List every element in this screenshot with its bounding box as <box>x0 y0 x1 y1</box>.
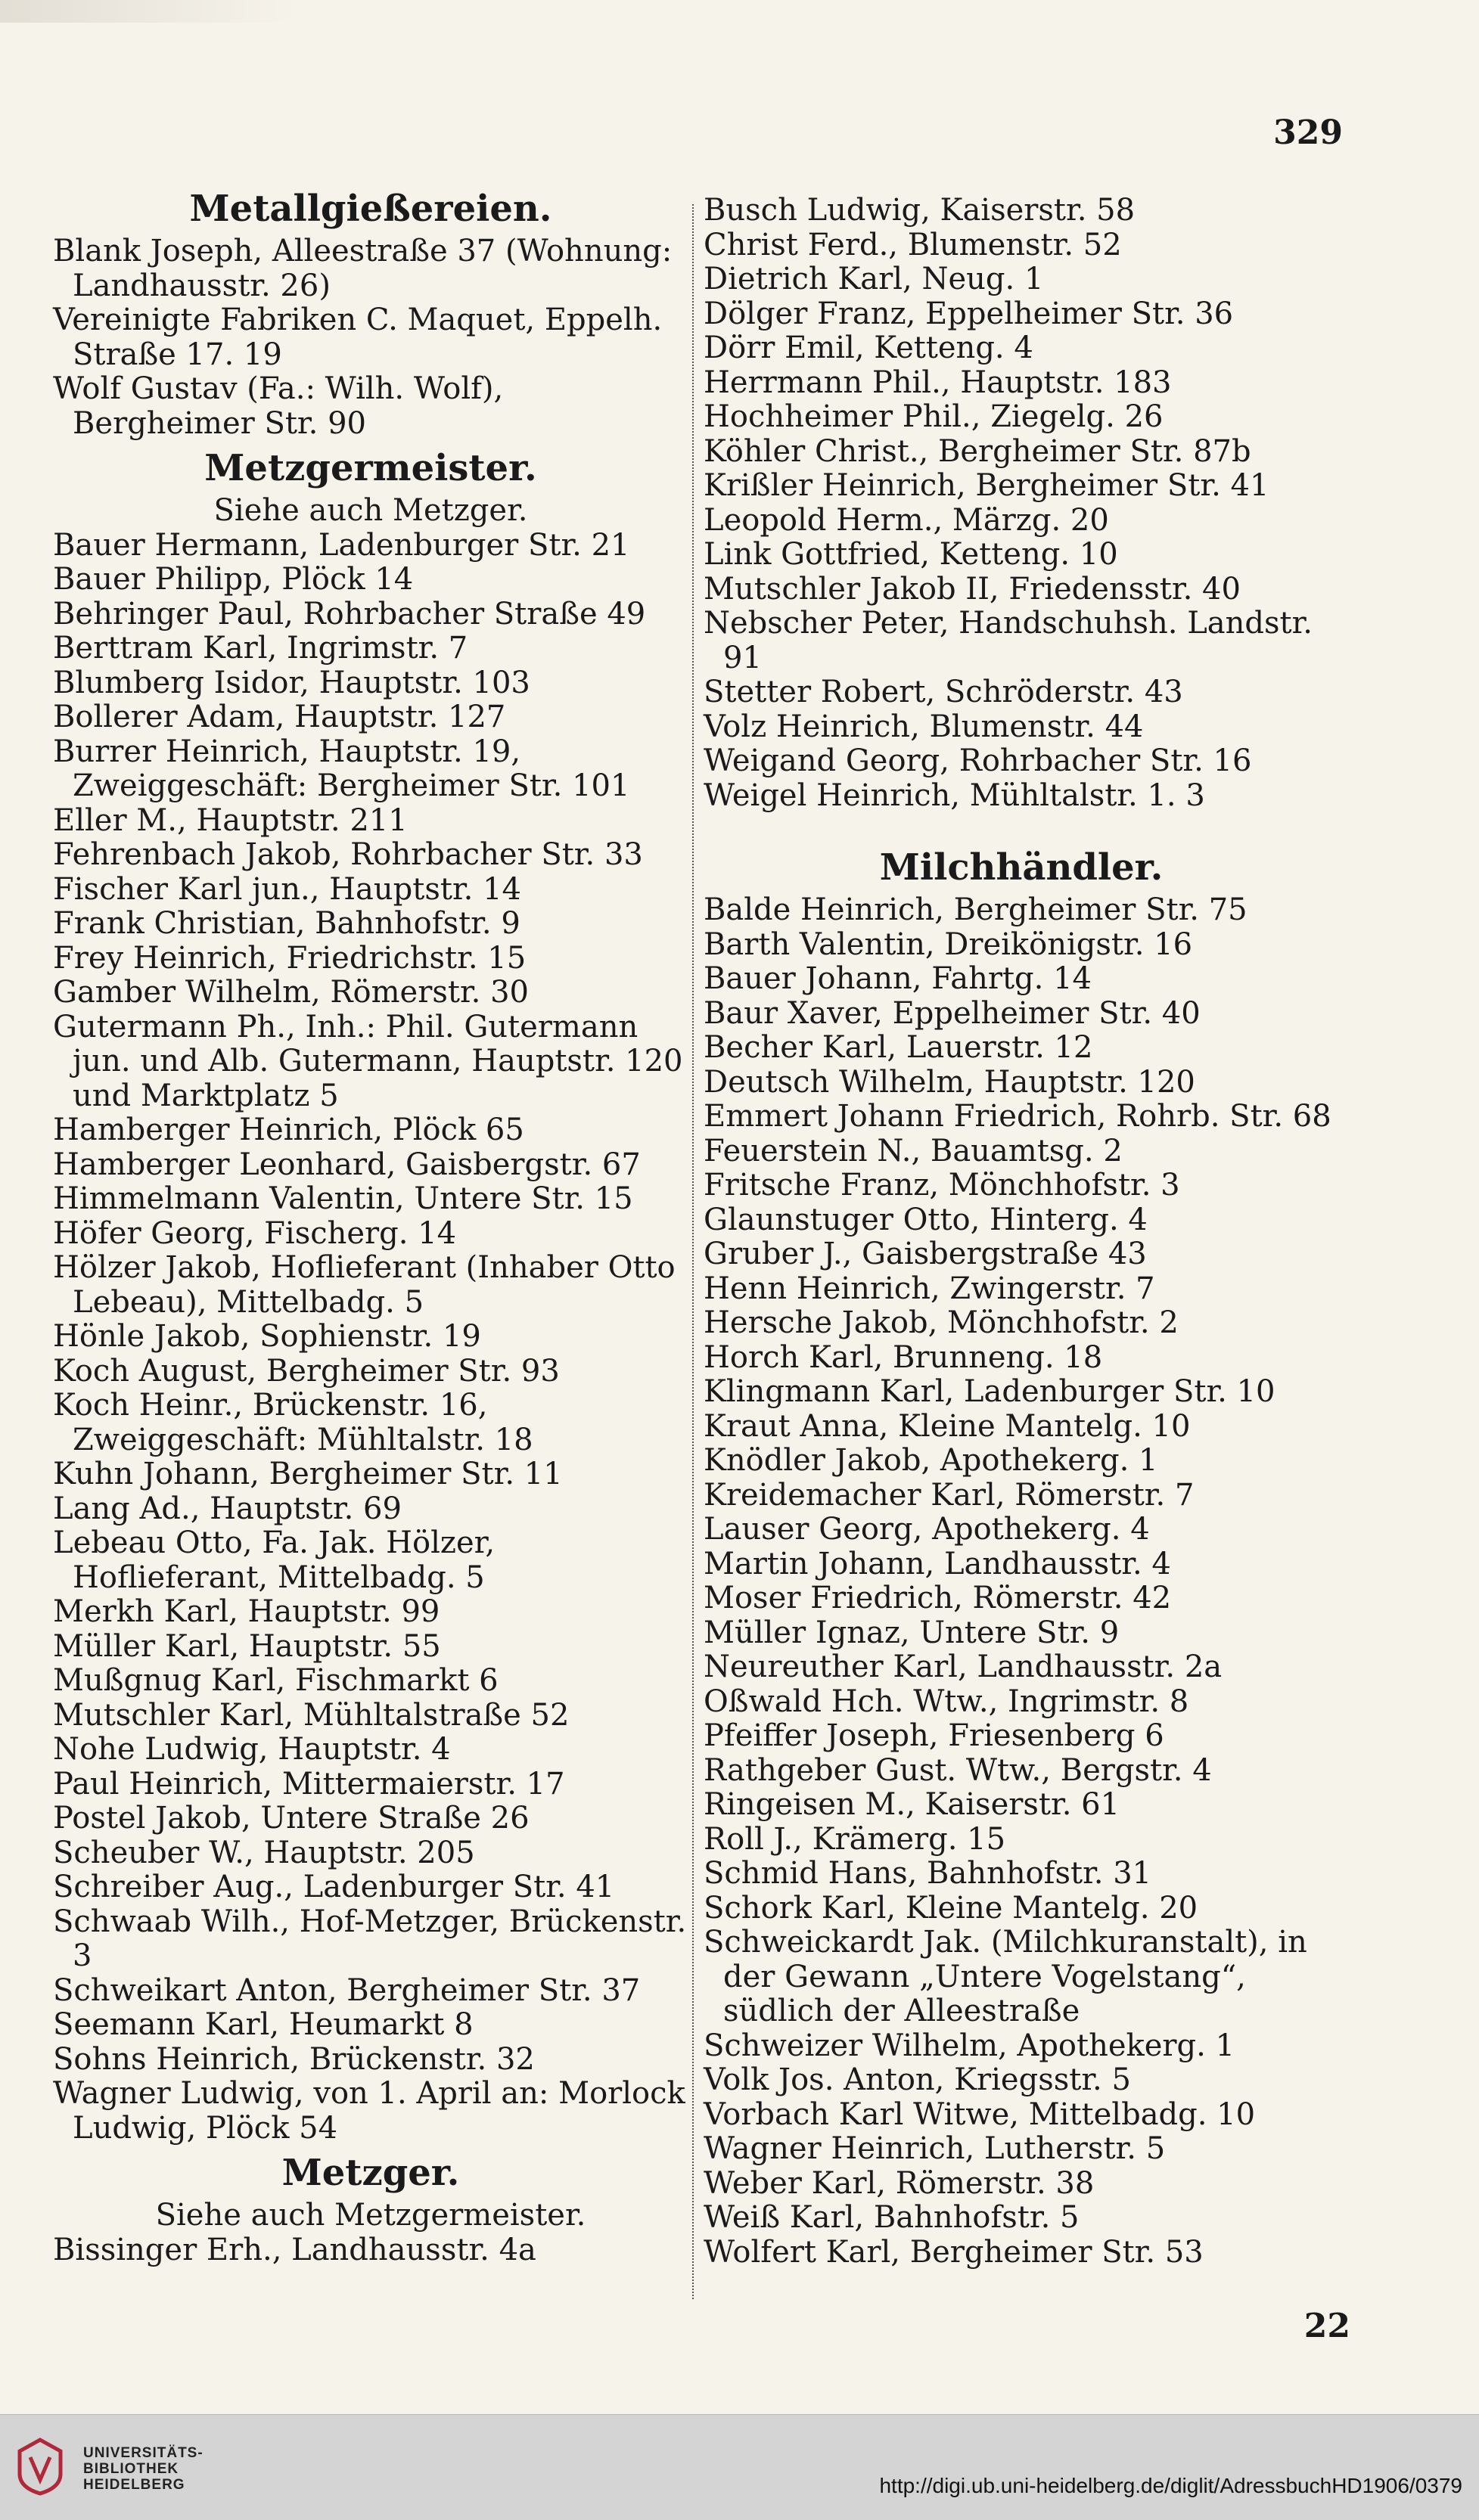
directory-entry: Nohe Ludwig, Hauptstr. 4 <box>53 1732 451 1767</box>
directory-entry: Bollerer Adam, Hauptstr. 127 <box>53 700 506 734</box>
directory-entry: Feuerstein N., Bauamtsg. 2 <box>704 1133 1123 1168</box>
directory-entry: Rathgeber Gust. Wtw., Bergstr. 4 <box>704 1752 1212 1788</box>
directory-entry: Becher Karl, Lauerstr. 12 <box>704 1030 1093 1065</box>
directory-entry: Oßwald Hch. Wtw., Ingrimstr. 8 <box>704 1684 1189 1719</box>
see-also-note: Siehe auch Metzgermeister. <box>155 2198 586 2233</box>
directory-entry: Sohns Heinrich, Brückenstr. 32 <box>53 2041 535 2077</box>
directory-entry: Mußgnug Karl, Fischmarkt 6 <box>53 1663 499 1698</box>
directory-entry: Eller M., Hauptstr. 211 <box>53 802 408 838</box>
right-column <box>704 182 1339 2270</box>
directory-entry: Gutermann Ph., Inh.: Phil. Gutermann jun. und Alb. Gutermann, Hauptstr. 120 und Marktplatz 5 <box>53 1009 683 1113</box>
directory-entry: Fischer Karl jun., Hauptstr. 14 <box>53 871 522 907</box>
directory-entry: Weigand Georg, Rohrbacher Str. 16 <box>704 743 1252 778</box>
directory-entry: Blank Joseph, Alleestraße 37 (Wohnung: Landhausstr. 26) <box>53 234 673 303</box>
directory-entry: Schweizer Wilhelm, Apothekerg. 1 <box>704 2028 1235 2063</box>
directory-entry: Krißler Heinrich, Bergheimer Str. 41 <box>704 468 1269 503</box>
directory-entry: Köhler Christ., Bergheimer Str. 87b <box>704 433 1251 469</box>
library-name <box>83 2445 204 2493</box>
section-heading: Metzgermeister. <box>204 447 537 489</box>
directory-entry: Lang Ad., Hauptstr. 69 <box>53 1491 402 1526</box>
directory-entry: Schwaab Wilh., Hof-Metzger, Brückenstr. 3 <box>53 1904 687 1973</box>
directory-entry: Bauer Johann, Fahrtg. 14 <box>704 961 1092 996</box>
directory-entry: Ringeisen M., Kaiserstr. 61 <box>704 1787 1120 1822</box>
directory-entry: Dörr Emil, Ketteng. 4 <box>704 331 1033 365</box>
directory-entry: Nebscher Peter, Handschuhsh. Landstr. 91 <box>704 606 1313 675</box>
library-line: HEIDELBERG <box>83 2477 185 2493</box>
directory-entry: Vorbach Karl Witwe, Mittelbadg. 10 <box>704 2096 1256 2132</box>
directory-entry: Busch Ludwig, Kaiserstr. 58 <box>704 193 1136 228</box>
directory-entry: Volk Jos. Anton, Kriegsstr. 5 <box>704 2062 1131 2097</box>
source-url-link[interactable]: http://digi.ub.uni-heidelberg.de/diglit/AdressbuchHD1906/0379 <box>879 2474 1462 2497</box>
directory-entry: Hönle Jakob, Sophienstr. 19 <box>53 1319 481 1354</box>
directory-entry: Scheuber W., Hauptstr. 205 <box>53 1835 475 1870</box>
digitization-footer <box>0 2414 1479 2520</box>
directory-entry: Knödler Jakob, Apothekerg. 1 <box>704 1443 1158 1478</box>
directory-entry: Frank Christian, Bahnhofstr. 9 <box>53 906 520 941</box>
directory-entry: Pfeiffer Joseph, Friesenberg 6 <box>704 1718 1164 1753</box>
directory-entry: Koch Heinr., Brückenstr. 16, Zweiggeschäft: Mühltalstr. 18 <box>53 1388 533 1457</box>
directory-entry: Herrmann Phil., Hauptstr. 183 <box>704 365 1172 400</box>
directory-entry: Bauer Hermann, Ladenburger Str. 21 <box>53 527 630 563</box>
directory-entry: Lauser Georg, Apothekerg. 4 <box>704 1512 1150 1547</box>
signature-number: 22 <box>1303 2307 1350 2345</box>
directory-entry: Martin Johann, Landhausstr. 4 <box>704 1546 1171 1581</box>
directory-entry: Seemann Karl, Heumarkt 8 <box>53 2007 474 2042</box>
directory-entry: Hölzer Jakob, Hoflieferant (Inhaber Otto Lebeau), Mittelbadg. 5 <box>53 1250 676 1320</box>
directory-entry: Schweikart Anton, Bergheimer Str. 37 <box>53 1972 641 2008</box>
directory-entry: Schreiber Aug., Ladenburger Str. 41 <box>53 1870 615 1904</box>
directory-entry: Fehrenbach Jakob, Rohrbacher Str. 33 <box>53 837 643 872</box>
directory-entry: Volz Heinrich, Blumenstr. 44 <box>704 709 1144 744</box>
directory-entry: Bauer Philipp, Plöck 14 <box>53 562 414 597</box>
directory-entry: Weber Karl, Römerstr. 38 <box>704 2165 1095 2201</box>
library-line: UNIVERSITÄTS- <box>83 2445 204 2461</box>
entry-list <box>53 234 688 441</box>
section-heading: Metzger. <box>281 2152 460 2194</box>
directory-entry: Müller Ignaz, Untere Str. 9 <box>704 1615 1120 1650</box>
see-also-note: Siehe auch Metzger. <box>213 493 528 528</box>
entry-list <box>704 893 1339 2270</box>
column-divider <box>692 204 694 2299</box>
directory-entry: Wolf Gustav (Fa.: Wilh. Wolf), Bergheimer Str. 90 <box>53 371 504 441</box>
directory-entry: Hochheimer Phil., Ziegelg. 26 <box>704 399 1164 434</box>
library-line: BIBLIOTHEK <box>83 2461 179 2477</box>
directory-entry: Hamberger Leonhard, Gaisbergstr. 67 <box>53 1147 641 1182</box>
directory-entry: Horch Karl, Brunneng. 18 <box>704 1339 1103 1375</box>
directory-entry: Höfer Georg, Fischerg. 14 <box>53 1215 457 1251</box>
entry-list <box>53 2233 688 2268</box>
directory-entry: Weigel Heinrich, Mühltalstr. 1. 3 <box>704 777 1205 813</box>
directory-entry: Wolfert Karl, Bergheimer Str. 53 <box>704 2234 1204 2270</box>
directory-entry: Kreidemacher Karl, Römerstr. 7 <box>704 1477 1195 1513</box>
directory-entry: Postel Jakob, Untere Straße 26 <box>53 1801 530 1836</box>
entry-list <box>53 529 688 2146</box>
left-column <box>53 182 688 2267</box>
page-number: 329 <box>1273 113 1343 152</box>
directory-entry: Neureuther Karl, Landhausstr. 2a <box>704 1649 1223 1684</box>
directory-entry: Deutsch Wilhelm, Hauptstr. 120 <box>704 1064 1195 1100</box>
directory-entry: Himmelmann Valentin, Untere Str. 15 <box>53 1181 633 1216</box>
directory-entry: Baur Xaver, Eppelheimer Str. 40 <box>704 995 1201 1031</box>
directory-entry: Wagner Ludwig, von 1. April an: Morlock Ludwig, Plöck 54 <box>53 2076 685 2146</box>
directory-entry: Schmid Hans, Bahnhofstr. 31 <box>704 1856 1152 1891</box>
entry-list <box>704 194 1339 813</box>
directory-entry: Paul Heinrich, Mittermaierstr. 17 <box>53 1766 565 1802</box>
directory-entry: Balde Heinrich, Bergheimer Str. 75 <box>704 892 1248 927</box>
directory-entry: Bissinger Erh., Landhausstr. 4a <box>53 2232 536 2267</box>
directory-entry: Christ Ferd., Blumenstr. 52 <box>704 227 1122 262</box>
directory-entry: Blumberg Isidor, Hauptstr. 103 <box>53 665 530 700</box>
directory-entry: Behringer Paul, Rohrbacher Straße 49 <box>53 596 646 632</box>
directory-entry: Frey Heinrich, Friedrichstr. 15 <box>53 940 527 976</box>
directory-entry: Gruber J., Gaisbergstraße 43 <box>704 1237 1147 1271</box>
section-heading: Metallgießereien. <box>189 188 552 230</box>
directory-entry: Lebeau Otto, Fa. Jak. Hölzer, Hoflieferant, Mittelbadg. 5 <box>53 1525 496 1595</box>
directory-entry: Merkh Karl, Hauptstr. 99 <box>53 1594 440 1629</box>
scan-edge-artifact <box>0 0 1479 23</box>
directory-entry: Link Gottfried, Ketteng. 10 <box>704 537 1118 572</box>
directory-entry: Vereinigte Fabriken C. Maquet, Eppelh. Straße 17. 19 <box>53 303 663 372</box>
directory-entry: Roll J., Krämerg. 15 <box>704 1821 1006 1857</box>
directory-entry: Hamberger Heinrich, Plöck 65 <box>53 1113 524 1147</box>
directory-entry: Weiß Karl, Bahnhofstr. 5 <box>704 2200 1080 2235</box>
directory-entry: Leopold Herm., Märzg. 20 <box>704 502 1109 538</box>
directory-entry: Mutschler Karl, Mühltalstraße 52 <box>53 1697 570 1733</box>
directory-entry: Stetter Robert, Schröderstr. 43 <box>704 675 1183 709</box>
directory-entry: Henn Heinrich, Zwingerstr. 7 <box>704 1271 1155 1306</box>
directory-entry: Emmert Johann Friedrich, Rohrb. Str. 68 <box>704 1099 1331 1134</box>
directory-entry: Kuhn Johann, Bergheimer Str. 11 <box>53 1457 563 1491</box>
directory-entry: Koch August, Bergheimer Str. 93 <box>53 1353 560 1389</box>
library-logo-icon <box>14 2436 67 2497</box>
directory-entry: Fritsche Franz, Mönchhofstr. 3 <box>704 1168 1180 1203</box>
directory-entry: Wagner Heinrich, Lutherstr. 5 <box>704 2131 1166 2166</box>
directory-entry: Burrer Heinrich, Hauptstr. 19, Zweiggeschäft: Bergheimer Str. 101 <box>53 734 630 803</box>
directory-entry: Schork Karl, Kleine Mantelg. 20 <box>704 1890 1198 1926</box>
directory-entry: Klingmann Karl, Ladenburger Str. 10 <box>704 1374 1275 1409</box>
directory-entry: Moser Friedrich, Römerstr. 42 <box>704 1581 1172 1615</box>
directory-entry: Kraut Anna, Kleine Mantelg. 10 <box>704 1408 1191 1444</box>
directory-entry: Müller Karl, Hauptstr. 55 <box>53 1628 441 1664</box>
directory-entry: Dietrich Karl, Neug. 1 <box>704 262 1044 296</box>
directory-entry: Dölger Franz, Eppelheimer Str. 36 <box>704 296 1234 331</box>
directory-entry: Schweickardt Jak. (Milchkuranstalt), in der Gewann „Untere Vogelstang“, südlich der Alleestraße <box>704 1925 1307 2028</box>
section-heading: Milchhändler. <box>879 846 1164 889</box>
directory-entry: Glaunstuger Otto, Hinterg. 4 <box>704 1202 1148 1237</box>
directory-entry: Hersche Jakob, Mönchhofstr. 2 <box>704 1305 1179 1340</box>
directory-entry: Mutschler Jakob II, Friedensstr. 40 <box>704 571 1241 607</box>
directory-entry: Barth Valentin, Dreikönigstr. 16 <box>704 926 1193 962</box>
directory-entry: Berttram Karl, Ingrimstr. 7 <box>53 631 468 666</box>
directory-entry: Gamber Wilhelm, Römerstr. 30 <box>53 975 530 1010</box>
